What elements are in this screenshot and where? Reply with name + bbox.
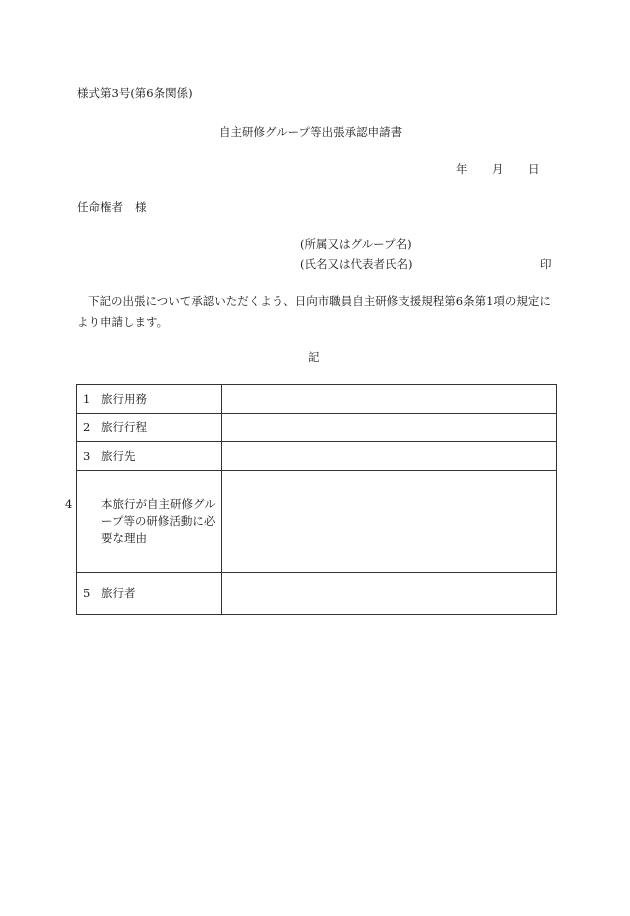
- seal-mark: 印: [540, 257, 552, 271]
- row-label: [77, 385, 222, 414]
- row-label-text: 旅行者: [101, 586, 136, 600]
- table-row: [77, 573, 557, 615]
- row-number: 3: [83, 448, 91, 463]
- row-value-field[interactable]: [222, 573, 557, 615]
- row-label: [77, 573, 222, 615]
- row-label-text: 本旅行が自主研修グループ等の研修活動に必要な理由: [101, 497, 216, 545]
- row-label-multiline: [65, 496, 217, 547]
- date-month-label: 月: [492, 162, 504, 176]
- ki-heading: 記: [308, 350, 320, 364]
- row-value-field[interactable]: [222, 414, 557, 442]
- request-body-text: 下記の出張について承認いただくよう、日向市職員自主研修支援規程第6条第1項の規定により申請します。: [77, 294, 551, 329]
- row-label-text: 旅行用務: [101, 391, 147, 406]
- date-day-label: 日: [528, 162, 540, 176]
- details-table: [65, 384, 557, 615]
- row-label: [77, 414, 222, 442]
- row-value-field[interactable]: [222, 471, 557, 573]
- row-number: 5: [83, 586, 91, 600]
- addressee-name: 任命権者: [77, 200, 123, 214]
- date-year-label: 年: [456, 162, 468, 176]
- row-value-field[interactable]: [222, 442, 557, 471]
- table-row: [77, 471, 557, 573]
- row-number: 1: [83, 391, 91, 406]
- applicant-name-label: (氏名又は代表者氏名): [300, 257, 413, 271]
- applicant-affiliation-label: (所属又はグループ名): [300, 237, 412, 251]
- table-row: [77, 414, 557, 442]
- row-label-text: 旅行先: [101, 448, 136, 463]
- row-number: 4: [65, 497, 73, 511]
- row-label: [65, 471, 222, 573]
- row-label-text: 旅行行程: [101, 420, 147, 434]
- row-label: [77, 442, 222, 471]
- table-row: [77, 385, 557, 414]
- table-row: [77, 442, 557, 471]
- row-value-field[interactable]: [222, 385, 557, 414]
- form-number: 様式第3号(第6条関係): [77, 86, 193, 100]
- row-number: 2: [83, 420, 91, 434]
- addressee-honorific: 様: [135, 200, 147, 214]
- document-title: 自主研修グループ等出張承認申請書: [219, 125, 403, 139]
